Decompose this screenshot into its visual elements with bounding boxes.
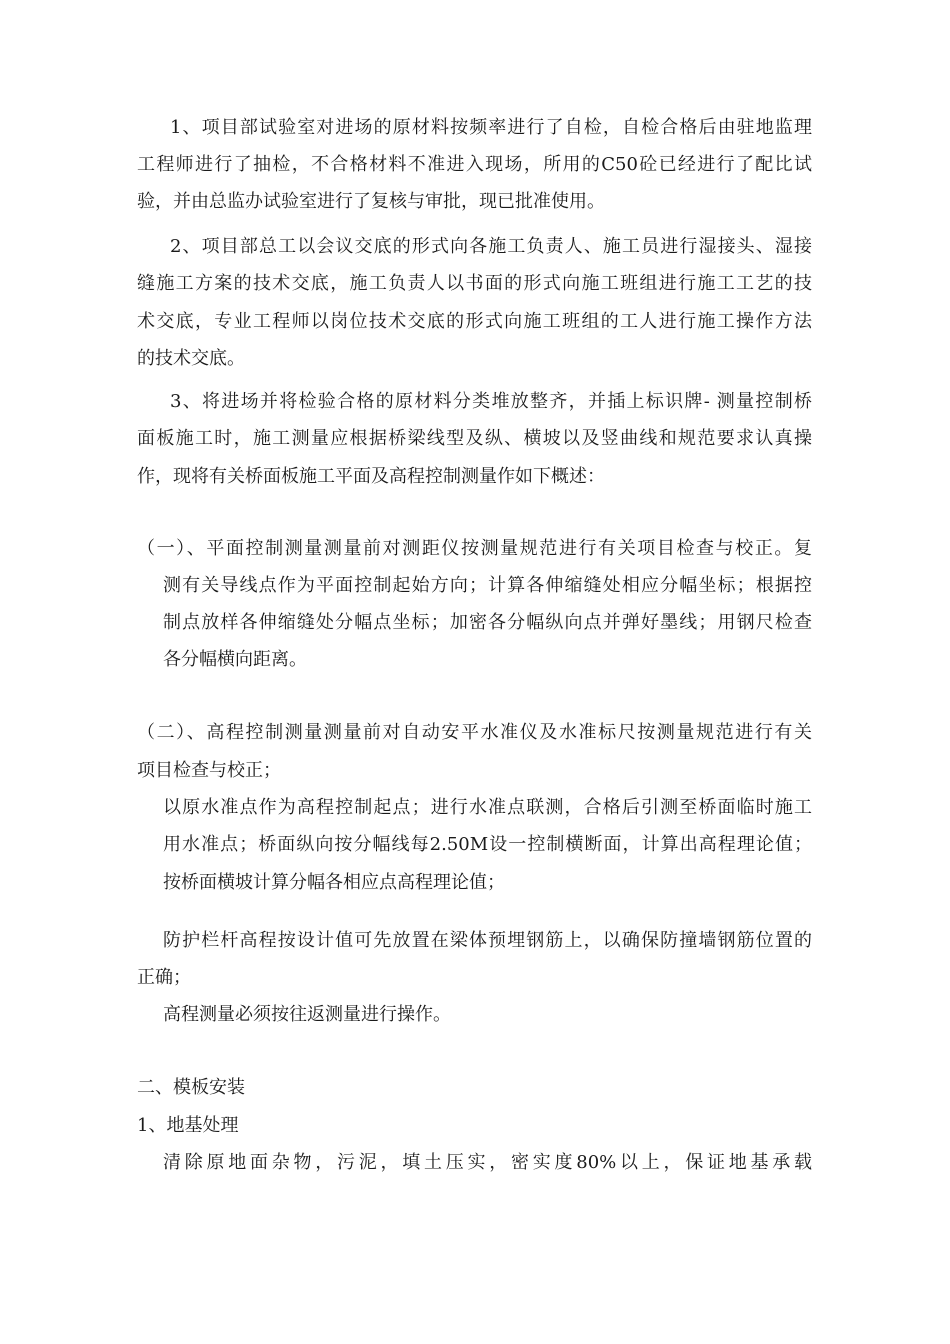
section-heading: 二、模板安装 xyxy=(137,1077,245,1098)
text-line: 验，并由总监办试验室进行了复核与审批，现已批准使用。 xyxy=(137,191,605,212)
text-line: 2、项目部总工以会议交底的形式向各施工负责人、施工员进行湿接头、湿接 xyxy=(170,236,812,257)
subsection-heading: 1、地基处理 xyxy=(137,1115,239,1136)
text-line: 以原水准点作为高程控制起点；进行水准点联测，合格后引测至桥面临时施工 xyxy=(163,797,812,818)
text-line: 项目检查与校正； xyxy=(137,760,281,781)
text-line: 清除原地面杂物，污泥，填土压实，密实度80%以上，保证地基承载 xyxy=(163,1152,812,1173)
text-line: 作，现将有关桥面板施工平面及高程控制测量作如下概述： xyxy=(137,466,605,487)
text-line: 1、项目部试验室对进场的原材料按频率进行了自检，自检合格后由驻地监理 xyxy=(170,117,812,138)
text-line: 工程师进行了抽检，不合格材料不准进入现场，所用的C50砼已经进行了配比试 xyxy=(137,154,812,175)
text-line: 高程测量必须按往返测量进行操作。 xyxy=(163,1004,451,1025)
text-line: 的技术交底。 xyxy=(137,348,245,369)
text-line: 正确； xyxy=(137,967,191,988)
text-line: 术交底，专业工程师以岗位技术交底的形式向施工班组的工人进行施工操作方法 xyxy=(137,311,812,332)
text-line: （二）、高程控制测量测量前对自动安平水准仪及水准标尺按测量规范进行有关 xyxy=(137,722,812,743)
text-line: 按桥面横坡计算分幅各相应点高程理论值； xyxy=(163,872,505,893)
text-line: 测有关导线点作为平面控制起始方向；计算各伸缩缝处相应分幅坐标；根据控 xyxy=(163,575,812,596)
text-line: 面板施工时，施工测量应根据桥梁线型及纵、横坡以及竖曲线和规范要求认真操 xyxy=(137,428,812,449)
text-line: 防护栏杆高程按设计值可先放置在梁体预埋钢筋上，以确保防撞墙钢筋位置的 xyxy=(163,930,812,951)
text-line: 各分幅横向距离。 xyxy=(163,649,307,670)
text-line: （一）、平面控制测量测量前对测距仪按测量规范进行有关项目检查与校正。复 xyxy=(137,538,812,559)
text-line: 缝施工方案的技术交底，施工负责人以书面的形式向施工班组进行施工工艺的技 xyxy=(137,273,812,294)
text-line: 用水准点；桥面纵向按分幅线每2.50M设一控制横断面，计算出高程理论值； xyxy=(163,834,812,855)
text-line: 制点放样各伸缩缝处分幅点坐标；加密各分幅纵向点并弹好墨线；用钢尺检查 xyxy=(163,612,812,633)
text-line: 3、将进场并将检验合格的原材料分类堆放整齐，并插上标识牌- 测量控制桥 xyxy=(170,391,812,412)
